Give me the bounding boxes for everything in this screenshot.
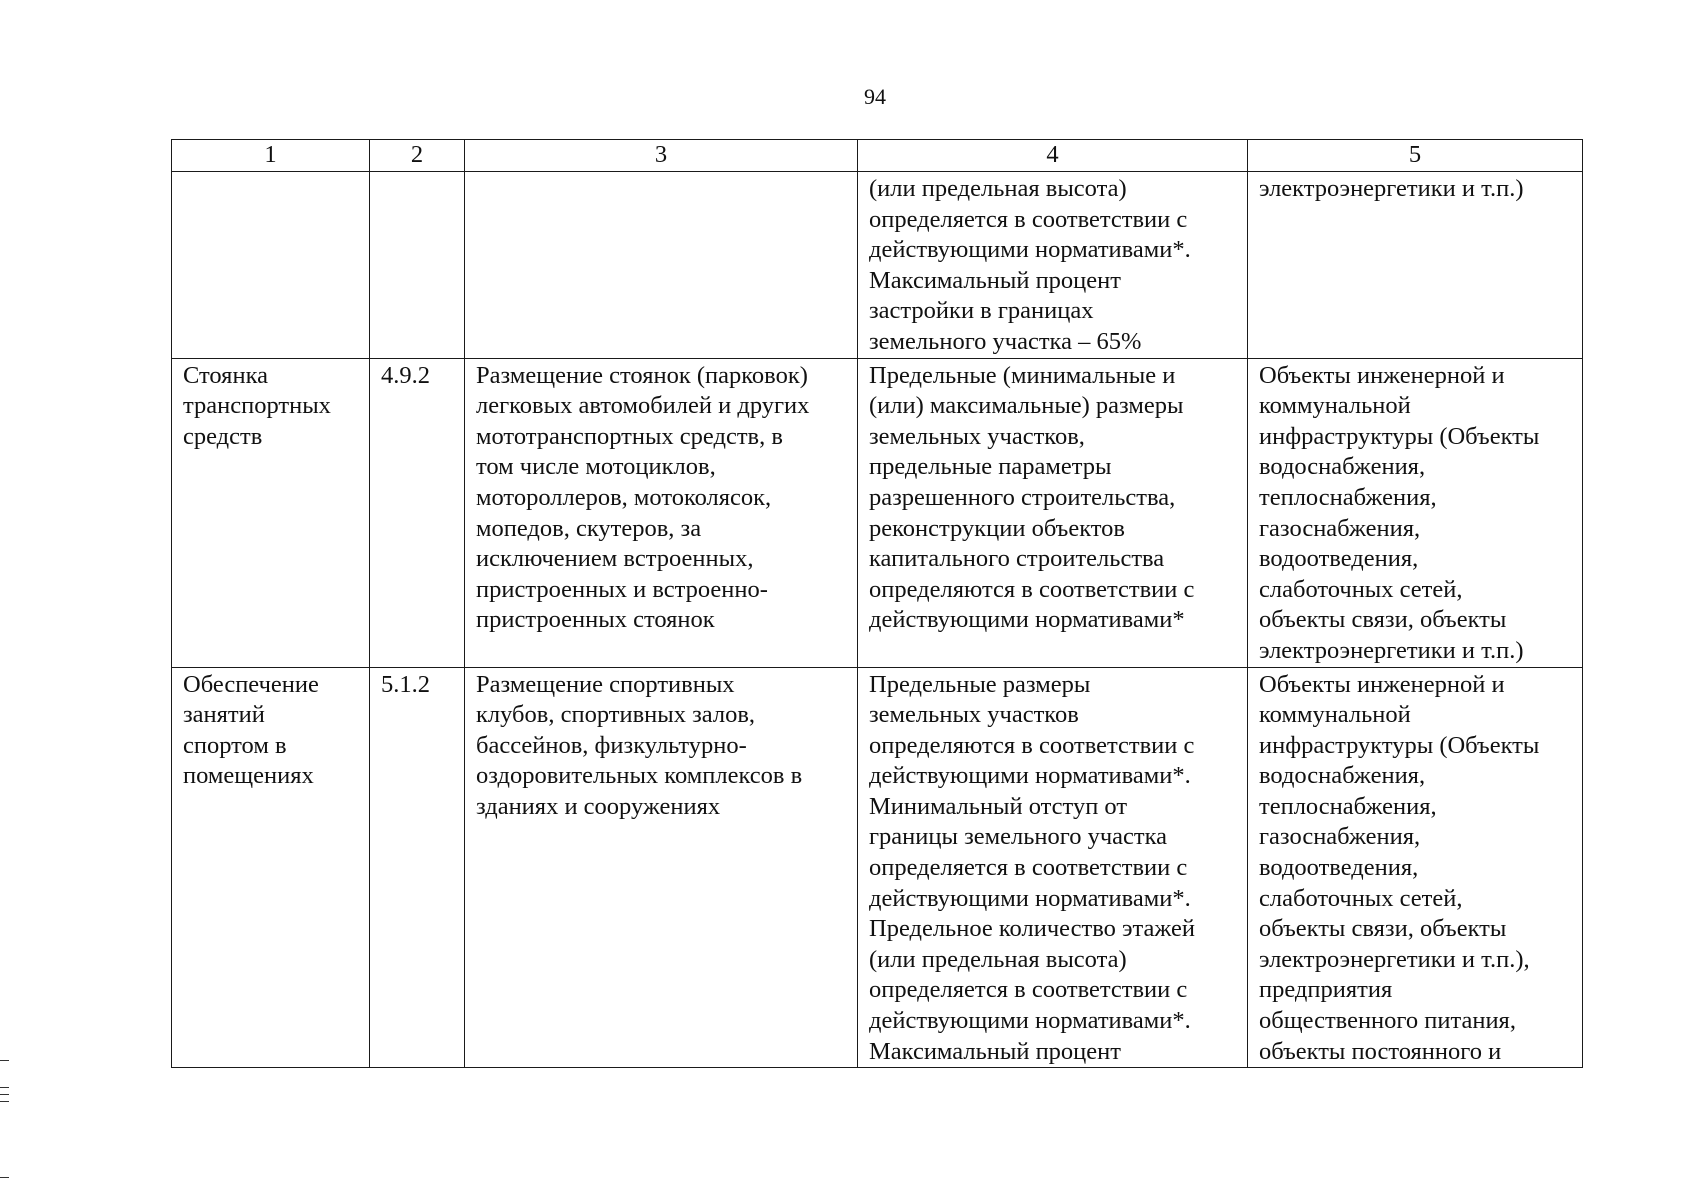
table-row [172, 172, 1583, 359]
scan-artifact-mark [0, 1094, 9, 1095]
parameters-cell: (или предельная высота) определяется в соответствии с действующими нормативами*. Максимальный процент застройки в границах земельного участка – 65% [858, 172, 1248, 359]
page-number: 94 [864, 84, 886, 109]
parameters-cell: Предельные размеры земельных участков определяются в соответствии с действующими нормативами*. Минимальный отступ от границы земельного участка определяется в соответствии с действующими нормативами*. Предельное количество этажей (или предельная высота) определяется в соответствии с действующими нормативами*. Максимальный процент [858, 667, 1248, 1068]
column-header-3: 3 [465, 140, 858, 172]
use-code-cell [370, 172, 465, 359]
column-header-5: 5 [1248, 140, 1583, 172]
scan-artifact-mark [0, 1087, 9, 1088]
scan-artifact-mark [0, 1101, 9, 1102]
auxiliary-uses-cell: электроэнергетики и т.п.) [1248, 172, 1583, 359]
column-header-2: 2 [370, 140, 465, 172]
use-description-cell: Размещение спортивных клубов, спортивных залов, бассейнов, физкультурно- оздоровительных комплексов в зданиях и сооружениях [465, 667, 858, 1068]
column-header-4: 4 [858, 140, 1248, 172]
column-header-1: 1 [172, 140, 370, 172]
auxiliary-uses-cell: Объекты инженерной и коммунальной инфраструктуры (Объекты водоснабжения, теплоснабжения, газоснабжения, водоотведения, слаботочных сетей, объекты связи, объекты электроэнергетики и т.п.) [1248, 358, 1583, 667]
use-name-cell: Обеспечение занятий спортом в помещениях [172, 667, 370, 1068]
parameters-cell: Предельные (минимальные и (или) максимальные) размеры земельных участков, предельные параметры разрешенного строительства, реконструкции объектов капитального строительства определяются в соответствии с действующими нормативами* [858, 358, 1248, 667]
use-name-cell [172, 172, 370, 359]
use-code-cell: 4.9.2 [370, 358, 465, 667]
regulations-table [171, 139, 1583, 1068]
table-row [172, 667, 1583, 1068]
table-header-row [172, 140, 1583, 172]
scan-artifact-mark [0, 1177, 9, 1178]
use-code-cell: 5.1.2 [370, 667, 465, 1068]
use-description-cell: Размещение стоянок (парковок) легковых автомобилей и других мототранспортных средств, в том числе мотоциклов, мотороллеров, мотоколясок, мопедов, скутеров, за исключением встроенных, пристроенных и встроенно- пристроенных стоянок [465, 358, 858, 667]
table-row [172, 358, 1583, 667]
scan-artifact-mark [0, 1060, 9, 1061]
auxiliary-uses-cell: Объекты инженерной и коммунальной инфраструктуры (Объекты водоснабжения, теплоснабжения, газоснабжения, водоотведения, слаботочных сетей, объекты связи, объекты электроэнергетики и т.п.), предприятия общественного питания, объекты постоянного и [1248, 667, 1583, 1068]
use-description-cell [465, 172, 858, 359]
use-name-cell: Стоянка транспортных средств [172, 358, 370, 667]
